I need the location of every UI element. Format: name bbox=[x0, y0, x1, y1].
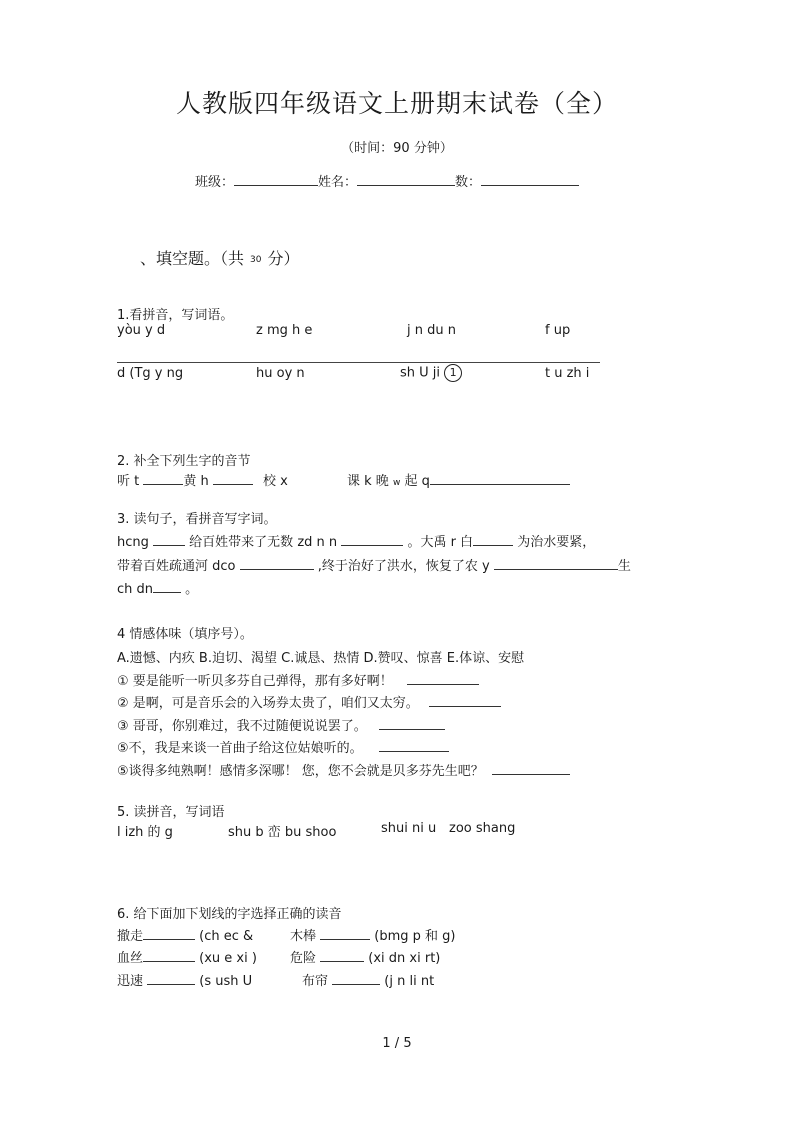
q2-blank-a[interactable] bbox=[143, 470, 183, 485]
q6-blank-5[interactable] bbox=[147, 970, 195, 985]
q6-blank-6[interactable] bbox=[332, 970, 380, 985]
q2-item-b: 黄 h bbox=[183, 474, 209, 489]
q6-r3d: (j n li nt bbox=[384, 974, 435, 989]
q5-pinyin-2: shu b 峦 bu shoo bbox=[228, 825, 337, 840]
q1-pinyin-2: z mg h e bbox=[256, 323, 313, 338]
q5-pinyin-1: l izh 的 g bbox=[117, 825, 173, 840]
q1-pinyin-6: hu oy n bbox=[256, 366, 305, 381]
q2-title: 2. 补全下列生字的音节 bbox=[117, 454, 251, 469]
q6-r3c: 布帘 bbox=[302, 974, 329, 989]
q3-line-1 bbox=[117, 531, 595, 550]
q4-item-1 bbox=[117, 670, 479, 689]
q1-pinyin-1: yòu y d bbox=[117, 323, 166, 338]
q4-title: 4 情感体味（填序号）。 bbox=[117, 627, 253, 642]
q6-row-2-left bbox=[117, 947, 257, 966]
q3-l1e: 为治水要紧， bbox=[517, 535, 596, 550]
q3-blank-3[interactable] bbox=[473, 531, 513, 546]
q6-row-3-right bbox=[302, 970, 434, 989]
section-heading bbox=[140, 246, 299, 269]
q4-blank-5[interactable] bbox=[492, 760, 570, 775]
q3-l2a: 带着百姓疏通河 dco bbox=[117, 559, 236, 574]
q4-item-1-text: ① 要是能听一听贝多芬自己弹得，那有多好啊！ bbox=[117, 674, 393, 689]
q5-title: 5. 读拼音，写词语 bbox=[117, 805, 225, 820]
q3-l2b: ,终于治好了洪水，恢复了农 y bbox=[317, 559, 490, 574]
q4-item-4 bbox=[117, 737, 449, 756]
q2-item-a: 听 t bbox=[117, 474, 140, 489]
name-label: 姓名： bbox=[318, 175, 358, 190]
circled-number: 1 bbox=[444, 364, 462, 382]
q3-line-2 bbox=[117, 555, 631, 574]
q6-r2d: (xi dn xi rt) bbox=[368, 951, 441, 966]
q1-pinyin-8: t u zh i bbox=[545, 366, 590, 381]
q2-line-right bbox=[347, 470, 570, 489]
q4-blank-4[interactable] bbox=[379, 737, 449, 752]
q6-r3a: 迅速 bbox=[117, 974, 144, 989]
page-number: 1 / 5 bbox=[382, 1036, 412, 1051]
q6-r3b: (s ush U bbox=[199, 974, 253, 989]
q2-item-f: 起 q bbox=[404, 474, 430, 489]
q5-pinyin-4: zoo shang bbox=[449, 821, 516, 836]
q6-r1d: (bmg p 和 g) bbox=[374, 929, 456, 944]
q4-item-5 bbox=[117, 760, 570, 779]
q2-line bbox=[117, 470, 288, 489]
q1-pinyin-7-text: sh U ji bbox=[400, 365, 441, 381]
q3-blank-2[interactable] bbox=[341, 531, 403, 546]
q1-pinyin-4: f up bbox=[545, 323, 571, 338]
section-prefix: 、填空题。（共 bbox=[140, 249, 245, 268]
q2-item-c: 校 x bbox=[263, 474, 288, 489]
q6-r1a: 撤走 bbox=[117, 929, 144, 944]
section-suffix: 分） bbox=[267, 249, 300, 268]
q4-item-2 bbox=[117, 692, 501, 711]
q3-l1b: 给百姓带来了无数 bbox=[189, 535, 294, 550]
q3-l3b: 。 bbox=[185, 582, 199, 597]
q3-l1c: zd n n bbox=[297, 535, 338, 550]
q2-item-d: 课 k 晚 bbox=[347, 474, 389, 489]
q6-row-1-right bbox=[290, 925, 456, 944]
q3-l3a: ch dn bbox=[117, 582, 154, 597]
q4-item-4-text: ⑤不，我是来谈一首曲子给这位姑娘听的。 bbox=[117, 741, 363, 756]
q6-r2b: (xu e xi ) bbox=[199, 951, 257, 966]
class-blank[interactable] bbox=[234, 171, 318, 186]
q3-blank-1[interactable] bbox=[153, 531, 185, 546]
q6-r2a: 血丝 bbox=[117, 951, 144, 966]
info-line bbox=[195, 171, 579, 190]
q4-item-3 bbox=[117, 715, 445, 734]
exam-title: 人教版四年级语文上册期末试卷（全） bbox=[175, 89, 618, 118]
q6-row-1-left bbox=[117, 925, 253, 944]
q1-pinyin-3: j n du n bbox=[407, 323, 456, 338]
q1-answer-line-1[interactable] bbox=[117, 362, 600, 363]
q6-r2c: 危险 bbox=[290, 951, 317, 966]
q3-l1a: hcng bbox=[117, 535, 149, 550]
q2-blank-f[interactable] bbox=[430, 470, 570, 485]
q4-blank-1[interactable] bbox=[407, 670, 479, 685]
q4-item-3-text: ③ 哥哥，你别难过，我不过随便说说罢了。 bbox=[117, 719, 367, 734]
q5-pinyin-3: shui ni u bbox=[381, 821, 437, 836]
q6-title: 6. 给下面加下划线的字选择正确的读音 bbox=[117, 907, 342, 922]
q3-blank-5[interactable] bbox=[494, 555, 618, 570]
section-points: 30 bbox=[250, 254, 262, 265]
q1-pinyin-5: d (Tg y ng bbox=[117, 366, 184, 381]
q1-title: 1.看拼音，写词语。 bbox=[117, 308, 234, 323]
q6-r1c: 木棒 bbox=[290, 929, 317, 944]
exam-time: （时间：90 分钟） bbox=[341, 141, 453, 156]
q6-blank-3[interactable] bbox=[143, 947, 195, 962]
score-label: 数： bbox=[455, 175, 482, 190]
q2-item-e: w bbox=[392, 478, 401, 488]
name-blank[interactable] bbox=[357, 171, 455, 186]
q3-l1d: 。大禹 r 白 bbox=[407, 535, 474, 550]
q3-line-3 bbox=[117, 578, 198, 597]
q6-row-2-right bbox=[290, 947, 440, 966]
q4-item-5-text: ⑤谈得多纯熟啊！感情多深哪！ 您，您不会就是贝多芬先生吧？ bbox=[117, 764, 484, 779]
q3-l2c: 生 bbox=[617, 559, 631, 574]
q6-blank-4[interactable] bbox=[320, 947, 364, 962]
q4-options: A.遗憾、内疚 B.迫切、渴望 C.诚恳、热情 D.赞叹、惊喜 E.体谅、安慰 bbox=[117, 651, 525, 666]
q4-item-2-text: ② 是啊，可是音乐会的入场券太贵了，咱们又太穷。 bbox=[117, 696, 419, 711]
q1-pinyin-7 bbox=[400, 364, 462, 382]
q6-row-3-left bbox=[117, 970, 252, 989]
score-blank[interactable] bbox=[481, 171, 579, 186]
q6-blank-1[interactable] bbox=[143, 925, 195, 940]
class-label: 班级： bbox=[195, 175, 235, 190]
q4-blank-2[interactable] bbox=[429, 692, 501, 707]
q3-title: 3. 读句子，看拼音写字词。 bbox=[117, 512, 277, 527]
q6-blank-2[interactable] bbox=[320, 925, 370, 940]
q3-blank-4[interactable] bbox=[240, 555, 314, 570]
q3-blank-6[interactable] bbox=[153, 578, 181, 593]
q2-blank-b[interactable] bbox=[213, 470, 253, 485]
q4-blank-3[interactable] bbox=[379, 715, 445, 730]
q6-r1b: (ch ec & bbox=[199, 929, 254, 944]
